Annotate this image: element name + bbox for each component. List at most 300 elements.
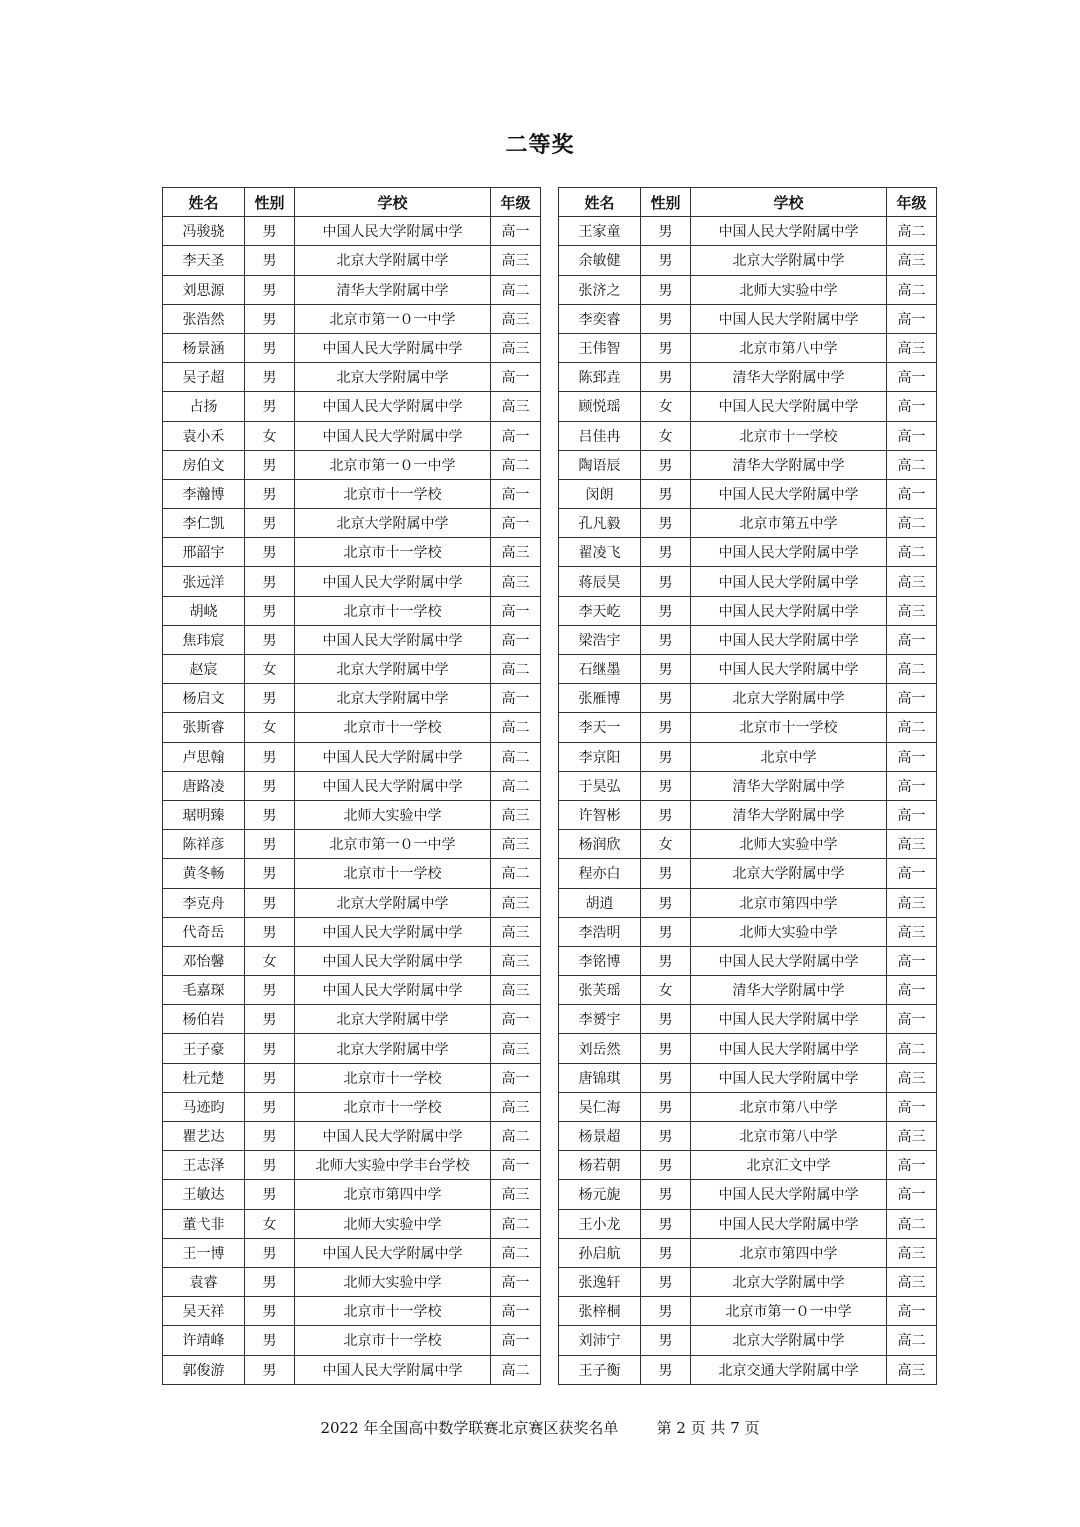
cell-grade: 高二 [491, 771, 541, 800]
table-row [559, 1326, 937, 1355]
cell-school: 北京交通大学附属中学 [691, 1355, 887, 1384]
table-row [163, 304, 541, 333]
cell-name: 冯骏骁 [163, 217, 245, 246]
cell-school: 中国人民大学附属中学 [295, 917, 491, 946]
cell-name: 许靖峰 [163, 1326, 245, 1355]
cell-grade: 高三 [887, 567, 937, 596]
cell-school: 中国人民大学附属中学 [691, 567, 887, 596]
cell-gender: 男 [641, 596, 691, 625]
cell-grade: 高三 [491, 333, 541, 362]
table-row [163, 684, 541, 713]
cell-grade: 高一 [491, 479, 541, 508]
cell-school: 北京中学 [691, 742, 887, 771]
cell-gender: 男 [641, 946, 691, 975]
cell-gender: 男 [245, 1326, 295, 1355]
cell-name: 张梓桐 [559, 1297, 641, 1326]
cell-school: 北京市十一学校 [295, 713, 491, 742]
cell-grade: 高一 [887, 800, 937, 829]
cell-school: 北师大实验中学 [295, 1267, 491, 1296]
cell-grade: 高一 [887, 363, 937, 392]
table-row [559, 859, 937, 888]
table-row [559, 567, 937, 596]
cell-name: 李赟宇 [559, 1005, 641, 1034]
cell-school: 北京市十一学校 [295, 596, 491, 625]
table-row [559, 1355, 937, 1384]
table-row [559, 684, 937, 713]
cell-grade: 高三 [887, 1267, 937, 1296]
cell-gender: 男 [641, 567, 691, 596]
table-row [559, 1180, 937, 1209]
table-row [163, 1092, 541, 1121]
cell-name: 胡峣 [163, 596, 245, 625]
table-row [559, 888, 937, 917]
cell-name: 邓怡馨 [163, 946, 245, 975]
cell-school: 清华大学附属中学 [691, 771, 887, 800]
cell-name: 顾悦瑶 [559, 392, 641, 421]
cell-school: 北京市第四中学 [295, 1180, 491, 1209]
cell-name: 于昊弘 [559, 771, 641, 800]
table-row [163, 771, 541, 800]
table-row [559, 450, 937, 479]
cell-school: 北京市第八中学 [691, 333, 887, 362]
cell-gender: 男 [641, 217, 691, 246]
table-row [163, 421, 541, 450]
cell-gender: 男 [245, 304, 295, 333]
cell-gender: 男 [641, 888, 691, 917]
table-row [163, 946, 541, 975]
cell-gender: 女 [245, 713, 295, 742]
cell-school: 北京市第一０一中学 [691, 1297, 887, 1326]
table-row [163, 363, 541, 392]
cell-school: 中国人民大学附属中学 [691, 625, 887, 654]
cell-name: 李天一 [559, 713, 641, 742]
table-row [163, 217, 541, 246]
cell-gender: 男 [641, 1151, 691, 1180]
cell-school: 北京大学附属中学 [691, 246, 887, 275]
cell-grade: 高一 [491, 1063, 541, 1092]
cell-gender: 男 [245, 1238, 295, 1267]
cell-gender: 男 [245, 596, 295, 625]
cell-grade: 高二 [887, 655, 937, 684]
cell-gender: 男 [245, 859, 295, 888]
cell-name: 郭俊游 [163, 1355, 245, 1384]
cell-gender: 男 [641, 917, 691, 946]
cell-gender: 男 [245, 1355, 295, 1384]
cell-name: 李天屹 [559, 596, 641, 625]
cell-gender: 男 [641, 304, 691, 333]
cell-grade: 高一 [491, 217, 541, 246]
cell-name: 李仁凯 [163, 509, 245, 538]
cell-gender: 男 [245, 1034, 295, 1063]
cell-name: 杨元旎 [559, 1180, 641, 1209]
table-row [559, 771, 937, 800]
cell-name: 孙启航 [559, 1238, 641, 1267]
cell-grade: 高一 [491, 363, 541, 392]
table-row [559, 625, 937, 654]
cell-grade: 高一 [887, 421, 937, 450]
table-row [559, 421, 937, 450]
table-row [163, 246, 541, 275]
cell-gender: 男 [245, 246, 295, 275]
cell-school: 北京大学附属中学 [295, 684, 491, 713]
header-name: 姓名 [163, 188, 245, 217]
cell-school: 北京市第五中学 [691, 509, 887, 538]
cell-school: 北京市十一学校 [691, 713, 887, 742]
cell-gender: 男 [245, 392, 295, 421]
cell-grade: 高一 [491, 596, 541, 625]
cell-school: 中国人民大学附属中学 [691, 1209, 887, 1238]
cell-gender: 男 [245, 479, 295, 508]
cell-gender: 男 [641, 479, 691, 508]
cell-name: 琚明臻 [163, 800, 245, 829]
cell-name: 吴子超 [163, 363, 245, 392]
cell-school: 清华大学附属中学 [295, 275, 491, 304]
table-row [163, 1151, 541, 1180]
cell-name: 王伟智 [559, 333, 641, 362]
cell-school: 北京市第四中学 [691, 1238, 887, 1267]
table-row [559, 509, 937, 538]
cell-school: 北京大学附属中学 [295, 363, 491, 392]
cell-grade: 高三 [491, 304, 541, 333]
cell-grade: 高二 [887, 1326, 937, 1355]
cell-name: 张斯睿 [163, 713, 245, 742]
cell-name: 闵朗 [559, 479, 641, 508]
cell-grade: 高一 [887, 976, 937, 1005]
cell-name: 卢思翰 [163, 742, 245, 771]
cell-school: 北京大学附属中学 [295, 1005, 491, 1034]
page-title: 二等奖 [505, 133, 575, 158]
cell-grade: 高三 [491, 830, 541, 859]
table-row [163, 1267, 541, 1296]
table-row [163, 713, 541, 742]
cell-school: 北京大学附属中学 [295, 1034, 491, 1063]
cell-school: 北京大学附属中学 [691, 859, 887, 888]
cell-gender: 男 [641, 1063, 691, 1092]
cell-grade: 高一 [491, 1267, 541, 1296]
cell-gender: 男 [641, 450, 691, 479]
cell-gender: 男 [245, 1005, 295, 1034]
cell-name: 张远洋 [163, 567, 245, 596]
cell-grade: 高二 [491, 859, 541, 888]
page-footer [0, 1417, 1080, 1438]
cell-gender: 女 [641, 421, 691, 450]
cell-grade: 高一 [491, 1005, 541, 1034]
cell-school: 北京大学附属中学 [295, 888, 491, 917]
cell-gender: 男 [641, 333, 691, 362]
cell-school: 中国人民大学附属中学 [295, 771, 491, 800]
cell-school: 北京大学附属中学 [295, 246, 491, 275]
table-row [163, 1005, 541, 1034]
cell-name: 李天圣 [163, 246, 245, 275]
cell-grade: 高三 [887, 830, 937, 859]
table-row [559, 479, 937, 508]
cell-gender: 男 [641, 538, 691, 567]
cell-gender: 男 [245, 275, 295, 304]
table-row [163, 1355, 541, 1384]
table-row [559, 1034, 937, 1063]
cell-school: 北京市第四中学 [691, 888, 887, 917]
cell-grade: 高三 [887, 333, 937, 362]
cell-grade: 高三 [491, 567, 541, 596]
cell-grade: 高三 [491, 917, 541, 946]
cell-grade: 高二 [491, 275, 541, 304]
cell-school: 中国人民大学附属中学 [295, 1238, 491, 1267]
cell-grade: 高二 [887, 1209, 937, 1238]
cell-name: 刘岳然 [559, 1034, 641, 1063]
cell-name: 董弋非 [163, 1209, 245, 1238]
cell-name: 代奇岳 [163, 917, 245, 946]
cell-gender: 男 [245, 509, 295, 538]
cell-school: 中国人民大学附属中学 [295, 333, 491, 362]
cell-gender: 男 [245, 800, 295, 829]
table-row [559, 713, 937, 742]
cell-grade: 高一 [887, 946, 937, 975]
cell-name: 杨润欣 [559, 830, 641, 859]
table-row [163, 1209, 541, 1238]
table-row [559, 976, 937, 1005]
cell-grade: 高一 [887, 1297, 937, 1326]
cell-gender: 男 [641, 1005, 691, 1034]
cell-grade: 高二 [491, 1209, 541, 1238]
table-row [163, 538, 541, 567]
cell-grade: 高二 [887, 713, 937, 742]
cell-school: 北京市十一学校 [295, 479, 491, 508]
cell-school: 中国人民大学附属中学 [691, 392, 887, 421]
cell-gender: 男 [245, 771, 295, 800]
cell-name: 吴仁海 [559, 1092, 641, 1121]
cell-gender: 男 [641, 742, 691, 771]
cell-school: 北师大实验中学丰台学校 [295, 1151, 491, 1180]
cell-school: 中国人民大学附属中学 [691, 1063, 887, 1092]
cell-grade: 高一 [887, 1180, 937, 1209]
cell-gender: 女 [245, 1209, 295, 1238]
table-row [559, 275, 937, 304]
table-row [163, 1180, 541, 1209]
cell-school: 清华大学附属中学 [691, 450, 887, 479]
cell-gender: 男 [641, 363, 691, 392]
cell-name: 王志泽 [163, 1151, 245, 1180]
table-row [559, 1238, 937, 1267]
cell-gender: 女 [641, 976, 691, 1005]
table-row [559, 946, 937, 975]
cell-school: 中国人民大学附属中学 [691, 946, 887, 975]
cell-gender: 男 [641, 1209, 691, 1238]
cell-grade: 高三 [491, 976, 541, 1005]
cell-gender: 男 [641, 800, 691, 829]
cell-name: 翟凌飞 [559, 538, 641, 567]
cell-name: 孔凡毅 [559, 509, 641, 538]
cell-grade: 高一 [491, 625, 541, 654]
cell-gender: 女 [245, 421, 295, 450]
cell-school: 北京市十一学校 [295, 538, 491, 567]
table-row [163, 1326, 541, 1355]
cell-name: 占扬 [163, 392, 245, 421]
cell-gender: 男 [245, 976, 295, 1005]
table-row [559, 246, 937, 275]
cell-school: 中国人民大学附属中学 [295, 625, 491, 654]
table-row [163, 392, 541, 421]
header-gender: 性别 [245, 188, 295, 217]
header-school: 学校 [295, 188, 491, 217]
cell-gender: 男 [245, 1180, 295, 1209]
cell-gender: 男 [245, 888, 295, 917]
cell-gender: 男 [641, 1267, 691, 1296]
cell-grade: 高二 [491, 713, 541, 742]
cell-name: 王子豪 [163, 1034, 245, 1063]
cell-school: 中国人民大学附属中学 [295, 742, 491, 771]
header-name: 姓名 [559, 188, 641, 217]
table-row [163, 625, 541, 654]
cell-gender: 男 [245, 450, 295, 479]
table-row [559, 1151, 937, 1180]
cell-grade: 高一 [887, 1092, 937, 1121]
cell-name: 陈祥彦 [163, 830, 245, 859]
cell-grade: 高二 [491, 1122, 541, 1151]
cell-name: 杨伯岩 [163, 1005, 245, 1034]
cell-school: 北师大实验中学 [691, 830, 887, 859]
table-row [163, 1238, 541, 1267]
cell-grade: 高三 [887, 246, 937, 275]
cell-name: 李奕睿 [559, 304, 641, 333]
cell-name: 张雁博 [559, 684, 641, 713]
cell-gender: 男 [641, 1326, 691, 1355]
cell-name: 杨若朝 [559, 1151, 641, 1180]
cell-grade: 高一 [887, 684, 937, 713]
cell-gender: 男 [245, 1063, 295, 1092]
table-row [559, 217, 937, 246]
cell-gender: 男 [641, 771, 691, 800]
cell-gender: 男 [641, 713, 691, 742]
cell-name: 杨景涵 [163, 333, 245, 362]
cell-school: 中国人民大学附属中学 [295, 946, 491, 975]
table-row [559, 1297, 937, 1326]
table-body-left [163, 217, 541, 1385]
cell-name: 李浩明 [559, 917, 641, 946]
cell-grade: 高一 [887, 392, 937, 421]
cell-school: 北京市十一学校 [691, 421, 887, 450]
cell-grade: 高一 [491, 1297, 541, 1326]
cell-grade: 高二 [887, 275, 937, 304]
header-school: 学校 [691, 188, 887, 217]
cell-grade: 高二 [887, 1034, 937, 1063]
awards-table-right [558, 187, 937, 1385]
cell-gender: 男 [245, 567, 295, 596]
cell-gender: 男 [245, 742, 295, 771]
cell-name: 刘思源 [163, 275, 245, 304]
cell-school: 中国人民大学附属中学 [691, 1180, 887, 1209]
cell-name: 毛嘉琛 [163, 976, 245, 1005]
cell-gender: 男 [641, 246, 691, 275]
table-row [559, 363, 937, 392]
cell-school: 中国人民大学附属中学 [295, 567, 491, 596]
cell-school: 北京市十一学校 [295, 1063, 491, 1092]
cell-grade: 高二 [887, 538, 937, 567]
table-row [163, 742, 541, 771]
cell-school: 北师大实验中学 [691, 275, 887, 304]
header-grade: 年级 [887, 188, 937, 217]
cell-name: 陶语辰 [559, 450, 641, 479]
cell-school: 清华大学附属中学 [691, 363, 887, 392]
table-row [163, 917, 541, 946]
table-row [559, 917, 937, 946]
cell-gender: 女 [245, 946, 295, 975]
cell-gender: 男 [245, 917, 295, 946]
cell-school: 中国人民大学附属中学 [691, 655, 887, 684]
cell-grade: 高三 [887, 1355, 937, 1384]
cell-name: 袁小禾 [163, 421, 245, 450]
cell-grade: 高一 [491, 1326, 541, 1355]
cell-name: 李克舟 [163, 888, 245, 917]
cell-gender: 男 [641, 1355, 691, 1384]
cell-gender: 男 [641, 859, 691, 888]
cell-name: 张济之 [559, 275, 641, 304]
cell-grade: 高三 [887, 1238, 937, 1267]
cell-gender: 男 [245, 1092, 295, 1121]
cell-name: 张芙瑶 [559, 976, 641, 1005]
table-row [163, 509, 541, 538]
cell-school: 北京市第一０一中学 [295, 450, 491, 479]
cell-name: 袁睿 [163, 1267, 245, 1296]
cell-school: 中国人民大学附属中学 [691, 479, 887, 508]
cell-name: 刘沛宁 [559, 1326, 641, 1355]
table-row [163, 888, 541, 917]
cell-gender: 男 [245, 625, 295, 654]
cell-gender: 男 [641, 1238, 691, 1267]
cell-name: 黄冬畅 [163, 859, 245, 888]
footer-page-number: 第 2 页 共 7 页 [656, 1419, 760, 1437]
table-row [163, 830, 541, 859]
cell-school: 中国人民大学附属中学 [295, 1122, 491, 1151]
cell-grade: 高一 [887, 771, 937, 800]
cell-grade: 高一 [491, 509, 541, 538]
table-row [163, 275, 541, 304]
cell-name: 石继墨 [559, 655, 641, 684]
awards-table-left [162, 187, 541, 1385]
cell-school: 北京大学附属中学 [691, 684, 887, 713]
cell-school: 清华大学附属中学 [691, 976, 887, 1005]
cell-gender: 男 [245, 830, 295, 859]
header-gender: 性别 [641, 188, 691, 217]
table-row [163, 596, 541, 625]
cell-grade: 高一 [491, 421, 541, 450]
cell-school: 北京市第八中学 [691, 1122, 887, 1151]
cell-grade: 高三 [491, 1034, 541, 1063]
table-row [163, 1063, 541, 1092]
header-row [559, 188, 937, 217]
cell-grade: 高一 [887, 625, 937, 654]
table-row [163, 655, 541, 684]
cell-grade: 高二 [491, 450, 541, 479]
cell-gender: 男 [641, 684, 691, 713]
cell-name: 房伯文 [163, 450, 245, 479]
cell-gender: 男 [641, 625, 691, 654]
cell-school: 中国人民大学附属中学 [691, 217, 887, 246]
cell-school: 北师大实验中学 [295, 800, 491, 829]
cell-name: 李京阳 [559, 742, 641, 771]
table-row [559, 1092, 937, 1121]
cell-gender: 男 [641, 1180, 691, 1209]
table-row [559, 392, 937, 421]
cell-school: 北京市十一学校 [295, 1092, 491, 1121]
cell-name: 张逸轩 [559, 1267, 641, 1296]
cell-name: 焦玮宸 [163, 625, 245, 654]
cell-name: 王家童 [559, 217, 641, 246]
cell-grade: 高三 [887, 1063, 937, 1092]
cell-gender: 男 [641, 509, 691, 538]
cell-gender: 男 [641, 1092, 691, 1121]
cell-name: 余敏健 [559, 246, 641, 275]
cell-name: 蒋辰昊 [559, 567, 641, 596]
